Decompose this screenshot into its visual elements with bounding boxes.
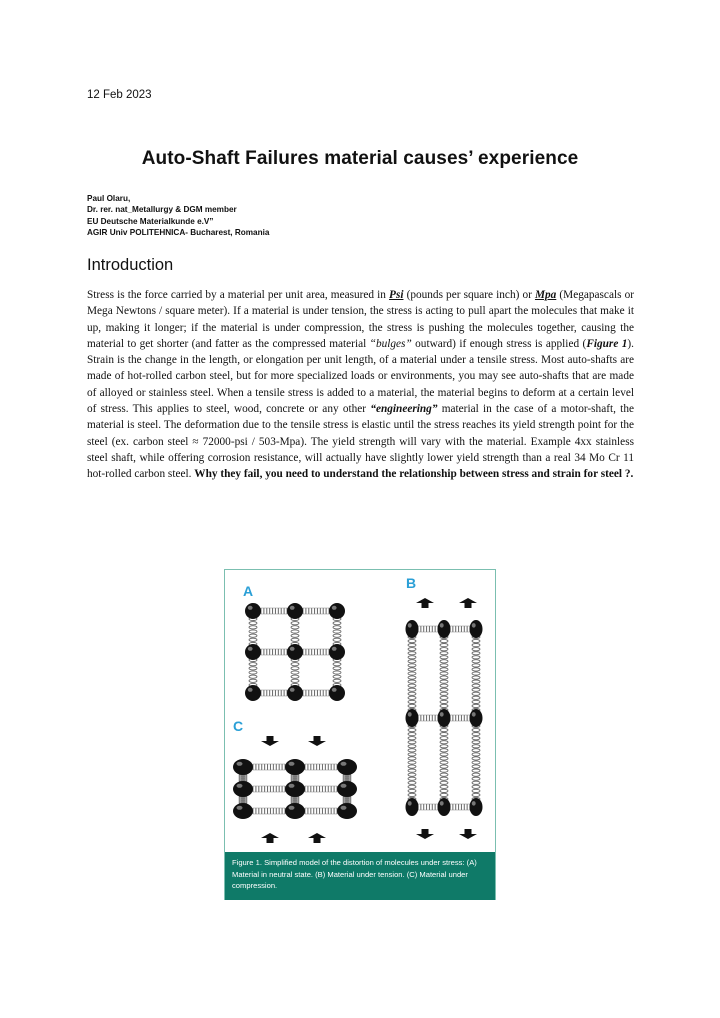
spring <box>261 649 287 655</box>
molecule-ball <box>337 759 357 775</box>
figure-caption: Figure 1. Simplified model of the distortion of molecules under stress: (A) Material in neutral state. (B) Material under tension. (C) Material under compression. <box>225 852 495 900</box>
molecule-ball <box>406 798 419 816</box>
text-run: Stress is the force carried by a material per unit area, measured in <box>87 289 390 301</box>
bulges-term: “bulges” <box>369 337 412 350</box>
document-title: Auto-Shaft Failures material causes’ experience <box>141 148 579 169</box>
molecule-ball <box>329 603 345 619</box>
spring <box>450 804 470 810</box>
author-line: AGIR Univ POLITEHNICA- Bucharest, Romania <box>87 228 270 238</box>
author-line: EU Deutsche Materialkunde e.V” <box>87 216 214 226</box>
spring <box>418 626 438 632</box>
psi-term: Psi <box>389 289 404 301</box>
spring <box>333 617 341 645</box>
molecule-ball <box>245 685 261 701</box>
spring <box>253 764 285 770</box>
panel-c-label: C <box>233 718 244 734</box>
spring <box>253 808 285 814</box>
molecule-ball <box>233 781 253 797</box>
spring <box>305 808 337 814</box>
molecule-ball <box>287 603 303 619</box>
spring <box>472 724 480 800</box>
spring <box>261 608 287 614</box>
molecule-ball <box>406 620 419 638</box>
spring <box>408 635 416 711</box>
text-run: material in the case of a motor-shaft, the material is steel. The deformation due to the tensile stress is elastic until the stress reaches its yield strength point for the steel (ex. carbon steel ≈ 72000-psi / 503-Mpa). The yield strength will vary with the material. Example 4xx stainless steel shaft, while offering corrosion resistance, will actually have slightly lower yield strength than a real 34 Mo Cr 11 hot-rolled carbon steel. <box>87 403 634 481</box>
author-line: Dr. rer. nat_Metallurgy & DGM member <box>87 205 237 215</box>
figure-1 <box>224 569 496 900</box>
arrow-up-icon <box>416 598 434 608</box>
molecule-ball <box>285 781 305 797</box>
panel-a-label: A <box>243 583 254 599</box>
document-date: 12 Feb 2023 <box>87 89 152 101</box>
molecule-ball <box>245 644 261 660</box>
spring <box>440 724 448 800</box>
molecule-ball <box>337 781 357 797</box>
engineering-term: “engineering” <box>370 403 438 416</box>
spring <box>261 690 287 696</box>
author-line: Paul Olaru, <box>87 194 131 203</box>
intro-paragraph <box>87 287 634 483</box>
text-run: ). Strain is the change in the length, or elongation per unit length, of a material under a tensile stress. Most auto-shafts are made of hot-rolled carbon steel, but for more specialized loads or environments, you may see auto-shafts that are made of alloyed or stainless steel. When a tensile stress is added to a material, the material begins to deform at a certain level of stress. This applies to steel, wood, concrete or any other <box>87 337 634 416</box>
molecule-ball <box>470 798 483 816</box>
molecule-ball <box>329 644 345 660</box>
spring <box>291 658 299 686</box>
spring <box>333 658 341 686</box>
molecule-ball <box>438 709 451 727</box>
molecule-ball <box>285 759 305 775</box>
text-run: (Megapascals or Mega Newtons / square meter). If a material is under tension, the stress is acting to pull apart the molecules that make it up, making it longer; if the material is under compression, the stress is pushing the molecules together, causing the material to get shorter (and fatter as the compressed material <box>87 289 634 350</box>
arrow-up-icon <box>261 833 279 843</box>
arrow-down-icon <box>459 829 477 839</box>
molecule-ball <box>285 803 305 819</box>
author-block <box>87 193 269 239</box>
molecule-ball <box>406 709 419 727</box>
spring <box>408 724 416 800</box>
spring <box>253 786 285 792</box>
spring <box>472 635 480 711</box>
mpa-term: Mpa <box>534 289 557 301</box>
arrow-down-icon <box>416 829 434 839</box>
molecule-ball <box>470 620 483 638</box>
spring <box>249 658 257 686</box>
spring <box>440 635 448 711</box>
molecule-ball <box>287 644 303 660</box>
arrow-up-icon <box>308 833 326 843</box>
spring <box>303 649 329 655</box>
spring <box>305 786 337 792</box>
spring <box>418 804 438 810</box>
molecule-ball <box>438 620 451 638</box>
arrow-up-icon <box>459 598 477 608</box>
spring <box>418 715 438 721</box>
molecule-ball <box>287 685 303 701</box>
spring <box>249 617 257 645</box>
text-run: outward) if enough stress is applied ( <box>411 337 587 350</box>
molecule-ball <box>233 759 253 775</box>
spring <box>291 617 299 645</box>
molecule-diagram <box>225 570 495 852</box>
molecule-ball <box>337 803 357 819</box>
conclusion-sentence: Why they fail, you need to understand the relationship between stress and strain for steel ?. <box>194 468 634 481</box>
molecule-ball <box>245 603 261 619</box>
molecule-ball <box>329 685 345 701</box>
text-run: (pounds per square inch) or <box>403 289 535 301</box>
molecule-ball <box>438 798 451 816</box>
figure-reference: Figure 1 <box>586 337 628 350</box>
panel-b-label: B <box>406 575 417 591</box>
spring <box>450 626 470 632</box>
arrow-down-icon <box>308 736 326 746</box>
section-heading: Introduction <box>87 256 174 274</box>
arrow-down-icon <box>261 736 279 746</box>
spring <box>303 690 329 696</box>
spring <box>450 715 470 721</box>
molecule-ball <box>470 709 483 727</box>
molecule-ball <box>233 803 253 819</box>
spring <box>305 764 337 770</box>
spring <box>303 608 329 614</box>
